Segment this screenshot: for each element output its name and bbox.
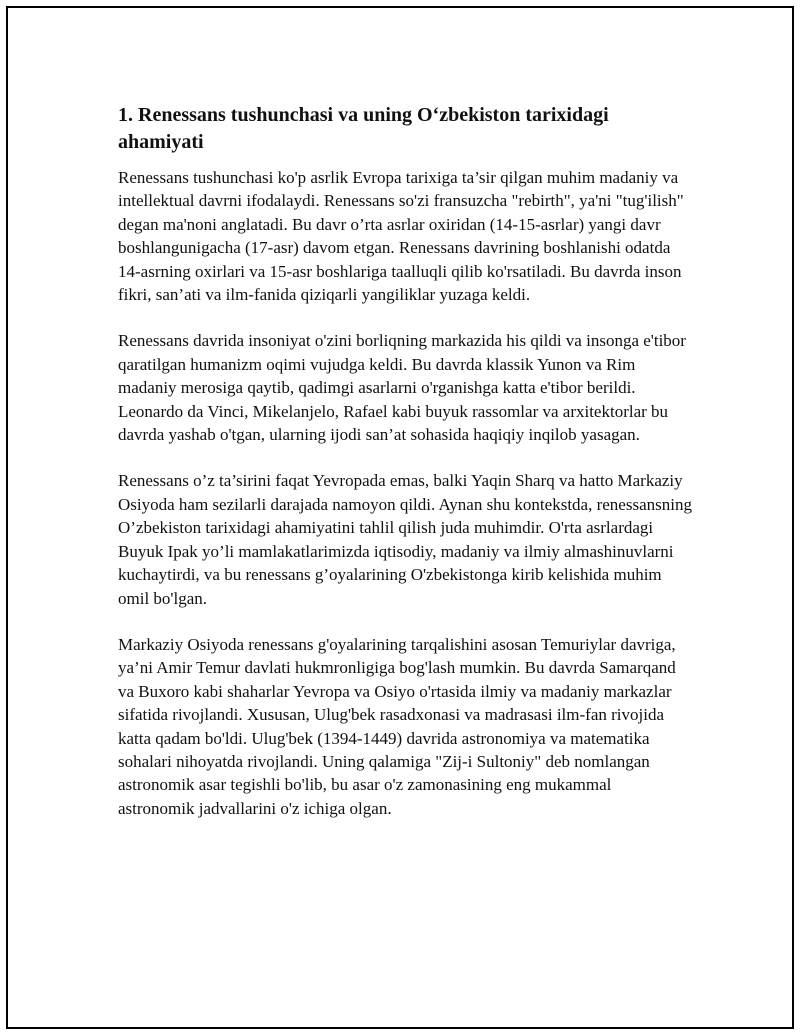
document-body bbox=[118, 102, 692, 843]
page-title: 1. Renessans tushunchasi va uning O‘zbekiston tarixidagi ahamiyati bbox=[118, 104, 609, 153]
page-frame bbox=[6, 6, 794, 1029]
paragraph-1: Renessans tushunchasi ko'p asrlik Evropa tarixiga ta’sir qilgan muhim madaniy va intellektual davrni ifodalaydi. Renessans so'zi fransuzcha "rebirth", ya'ni "tug'ilish" degan ma'noni anglatadi. Bu davr o’rta asrlar oxiridan (14-15-asrlar) yangi davr boshlangunigacha (17-asr) davom etgan. Renessans davrining boshlanishi odatda 14-asrning oxirlari va 15-asr boshlariga taalluqli qilib ko'rsatiladi. Bu davrda inson fikri, san’ati va ilm-fanida qiziqarli yangiliklar yuzaga keldi. bbox=[118, 168, 684, 305]
paragraph-4: Markaziy Osiyoda renessans g'oyalarining tarqalishini asosan Temuriylar davriga, ya’ni Amir Temur davlati hukmronligiga bog'lash mumkin. Bu davrda Samarqand va Buxoro kabi shaharlar Yevropa va Osiyo o'rtasida ilmiy va madaniy markazlar sifatida rivojlandi. Xususan, Ulug'bek rasadxonasi va madrasasi ilm-fan rivojida katta qadam bo'ldi. Ulug'bek (1394-1449) davrida astronomiya va matematika sohalari nihoyatda rivojlandi. Uning qalamiga "Zij-i Sultoniy" deb nomlangan astronomik asar tegishli bo'lib, bu asar o'z zamonasining eng mukammal astronomik jadvallarini o'z ichiga olgan. bbox=[118, 634, 676, 818]
paragraph-2: Renessans davrida insoniyat o'zini borliqning markazida his qildi va insonga e'tibor qaratilgan humanizm oqimi vujudga keldi. Bu davrda klassik Yunon va Rim madaniy merosiga qaytib, qadimgi asarlarni o'rganishga katta e'tibor berildi. Leonardo da Vinci, Mikelanjelo, Rafael kabi buyuk rassomlar va arxitektorlar bu davrda yashab o'tgan, ularning ijodi san’at sohasida haqiqiy inqilob yasagan. bbox=[118, 331, 686, 445]
paragraph-3: Renessans o’z ta’sirini faqat Yevropada emas, balki Yaqin Sharq va hatto Markaziy Osiyoda ham sezilarli darajada namoyon qildi. Aynan shu kontekstda, renessansning O’zbekiston tarixidagi ahamiyatini tahlil qilish juda muhimdir. O'rta asrlardagi Buyuk Ipak yo’li mamlakatlarimizda iqtisodiy, madaniy va ilmiy almashinuvlarni kuchaytirdi, va bu renessans g’oyalarining O'zbekistonga kirib kelishida muhim omil bo'lgan. bbox=[118, 471, 692, 608]
